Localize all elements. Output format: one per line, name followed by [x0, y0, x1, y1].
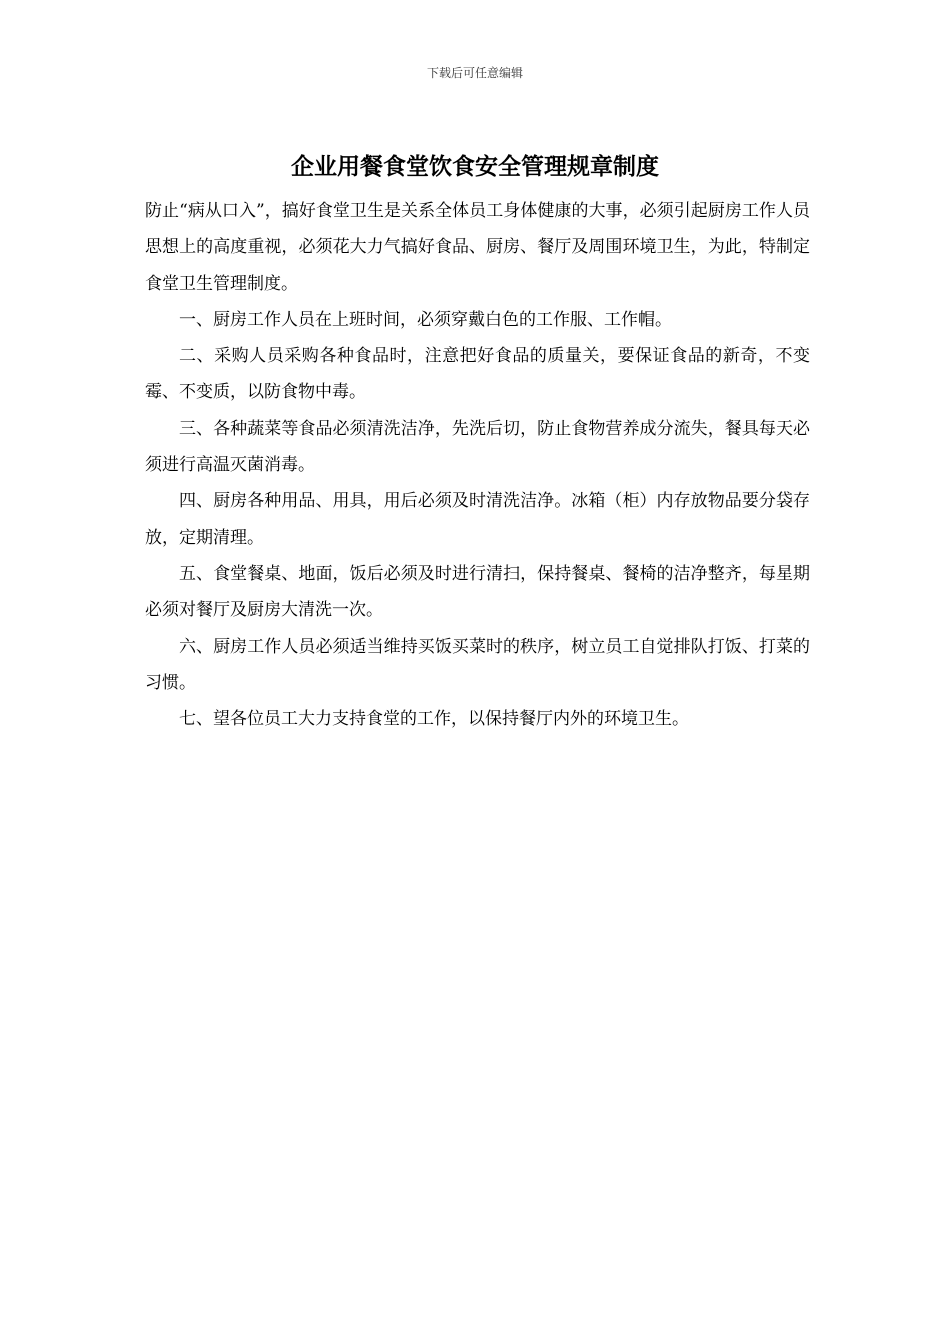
document-body: [145, 193, 810, 737]
rule-paragraph-3: 三、各种蔬菜等食品必须清洗洁净，先洗后切，防止食物营养成分流失，餐具每天必须进行高温灭菌消毒。: [145, 418, 810, 476]
document-title: 企业用餐食堂饮食安全管理规章制度: [291, 154, 659, 180]
rule-paragraph-5: 五、食堂餐桌、地面，饭后必须及时进行清扫，保持餐桌、餐椅的洁净整齐，每星期必须对餐厅及厨房大清洗一次。: [145, 563, 810, 621]
rule-paragraph-6: 六、厨房工作人员必须适当维持买饭买菜时的秩序，树立员工自觉排队打饭、打菜的习惯。: [145, 636, 810, 693]
intro-paragraph: 防止“病从口入”，搞好食堂卫生是关系全体员工身体健康的大事，必须引起厨房工作人员思想上的高度重视，必须花大力气搞好食品、厨房、餐厅及周围环境卫生，为此，特制定食堂卫生管理制度。: [145, 201, 810, 294]
header-note: 下载后可任意编辑: [426, 66, 523, 80]
rule-paragraph-4: 四、厨房各种用品、用具，用后必须及时清洗洁净。冰箱（柜）内存放物品要分袋存放，定期清理。: [145, 491, 810, 548]
rule-paragraph-7: 七、望各位员工大力支持食堂的工作，以保持餐厅内外的环境卫生。: [179, 709, 689, 730]
rule-paragraph-2: 二、采购人员采购各种食品时，注意把好食品的质量关，要保证食品的新奇，不变霉、不变质，以防食物中毒。: [145, 346, 810, 403]
rule-paragraph-1: 一、厨房工作人员在上班时间，必须穿戴白色的工作服、工作帽。: [179, 309, 672, 330]
